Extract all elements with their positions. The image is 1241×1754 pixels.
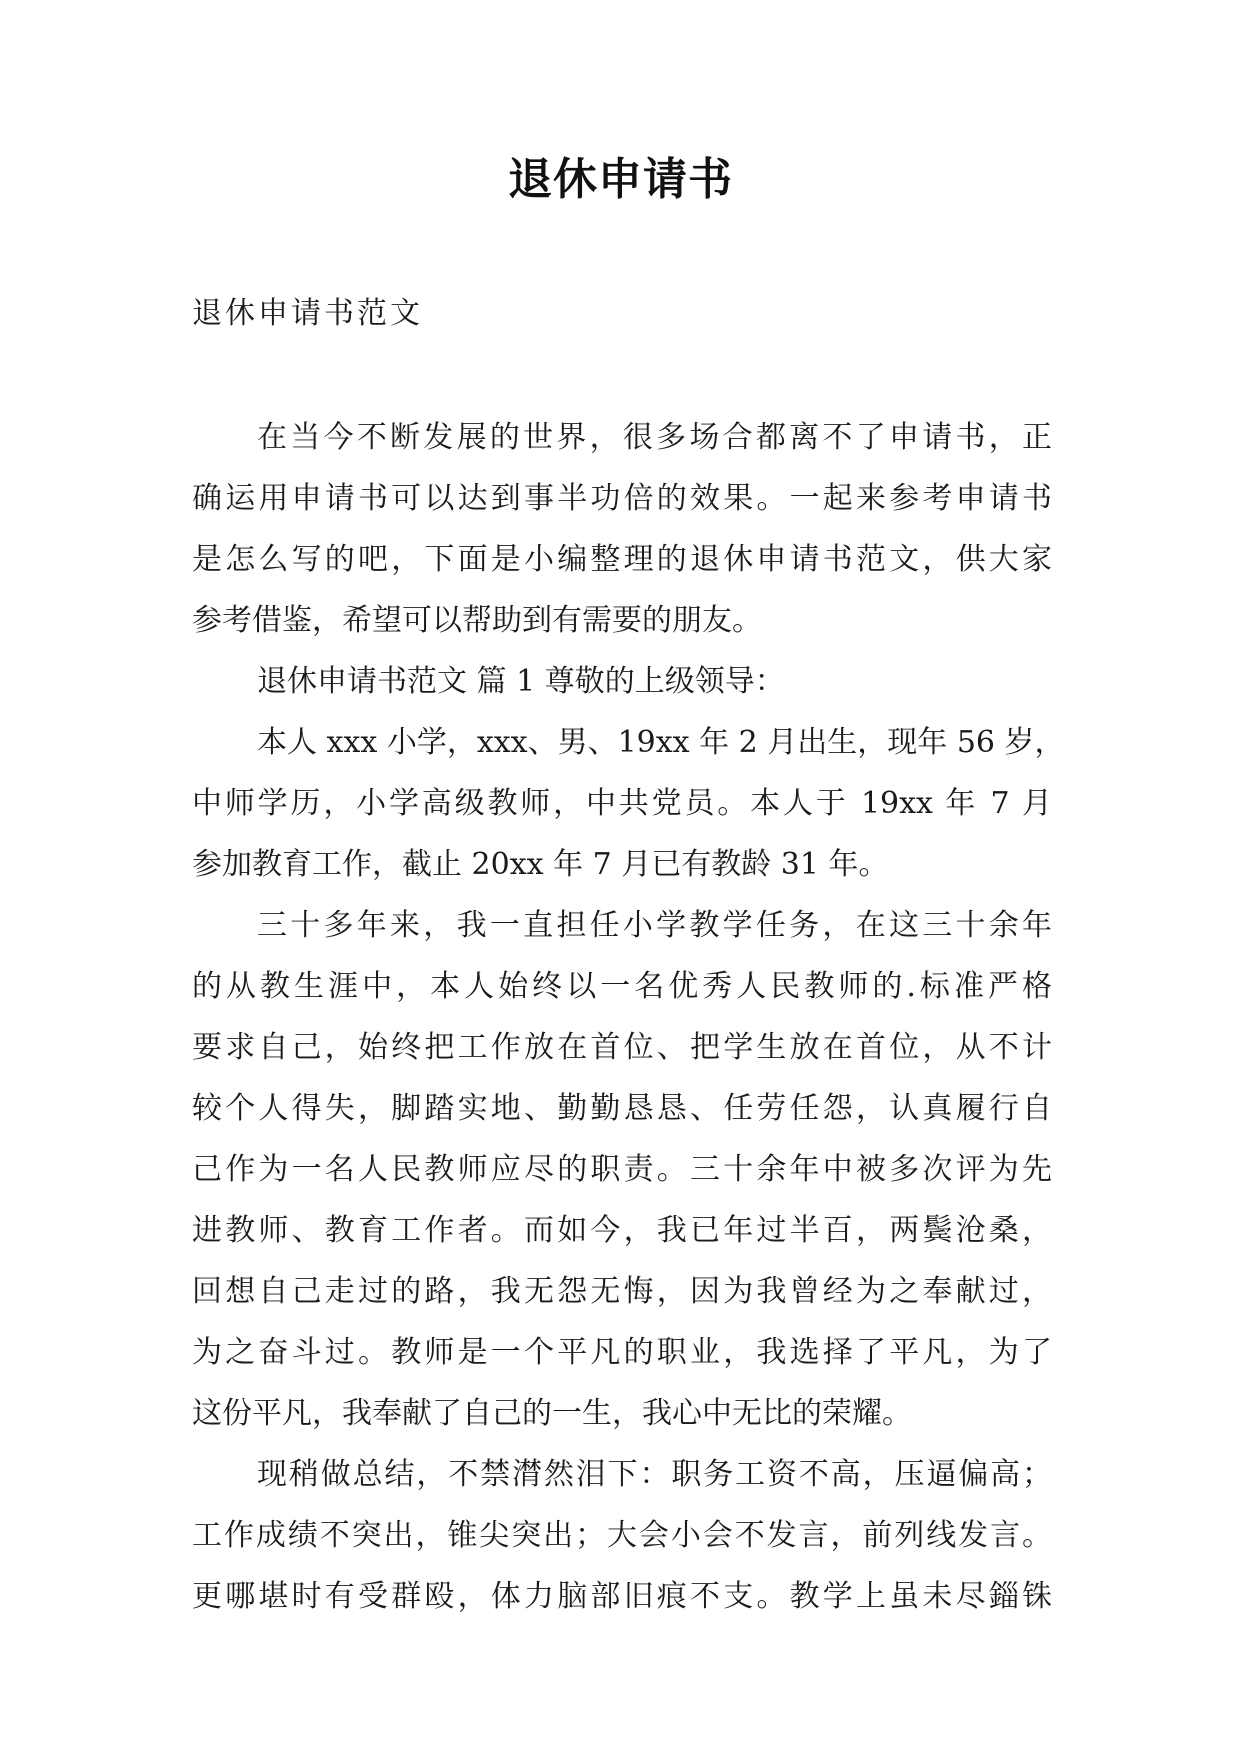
body-line: 现稍做总结，不禁潸然泪下：职务工资不高，压逼偏高； <box>257 1457 1052 1492</box>
body-line: 中师学历，小学高级教师，中共党员。本人于 19xx 年 7 月 <box>192 786 1052 821</box>
body-line: 本人 xxx 小学，xxx、男、19xx 年 2 月出生，现年 56 岁， <box>257 725 1065 760</box>
body-line: 确运用申请书可以达到事半功倍的效果。一起来参考申请书 <box>192 481 1052 516</box>
body-line: 是怎么写的吧，下面是小编整理的退休申请书范文，供大家 <box>192 542 1052 577</box>
body-line: 这份平凡，我奉献了自己的一生，我心中无比的荣耀。 <box>192 1396 912 1431</box>
body-line: 三十多年来，我一直担任小学教学任务，在这三十余年 <box>257 908 1052 943</box>
document-subtitle: 退休申请书范文 <box>192 296 423 331</box>
document-title: 退休申请书 <box>508 154 733 205</box>
body-line: 的从教生涯中，本人始终以一名优秀人民教师的.标准严格 <box>192 969 1052 1004</box>
body-line: 进教师、教育工作者。而如今，我已年过半百，两鬓沧桑， <box>192 1213 1052 1248</box>
body-line: 工作成绩不突出，锥尖突出；大会小会不发言，前列线发言。 <box>192 1518 1052 1553</box>
body-line: 在当今不断发展的世界，很多场合都离不了申请书，正 <box>257 420 1052 455</box>
body-line: 为之奋斗过。教师是一个平凡的职业，我选择了平凡，为了 <box>192 1335 1052 1370</box>
body-line: 参考借鉴，希望可以帮助到有需要的朋友。 <box>192 603 762 638</box>
body-line: 己作为一名人民教师应尽的职责。三十余年中被多次评为先 <box>192 1152 1052 1187</box>
body-line: 更哪堪时有受群殴，体力脑部旧痕不支。教学上虽未尽錙铢 <box>192 1579 1052 1614</box>
body-line: 要求自己，始终把工作放在首位、把学生放在首位，从不计 <box>192 1030 1052 1065</box>
body-line: 参加教育工作，截止 20xx 年 7 月已有教龄 31 年。 <box>192 847 889 882</box>
body-line: 较个人得失，脚踏实地、勤勤恳恳、任劳任怨，认真履行自 <box>192 1091 1052 1126</box>
body-line: 回想自己走过的路，我无怨无悔，因为我曾经为之奉献过， <box>192 1274 1052 1309</box>
body-line: 退休申请书范文 篇 1 尊敬的上级领导： <box>257 664 785 699</box>
document-body <box>192 407 1065 1627</box>
